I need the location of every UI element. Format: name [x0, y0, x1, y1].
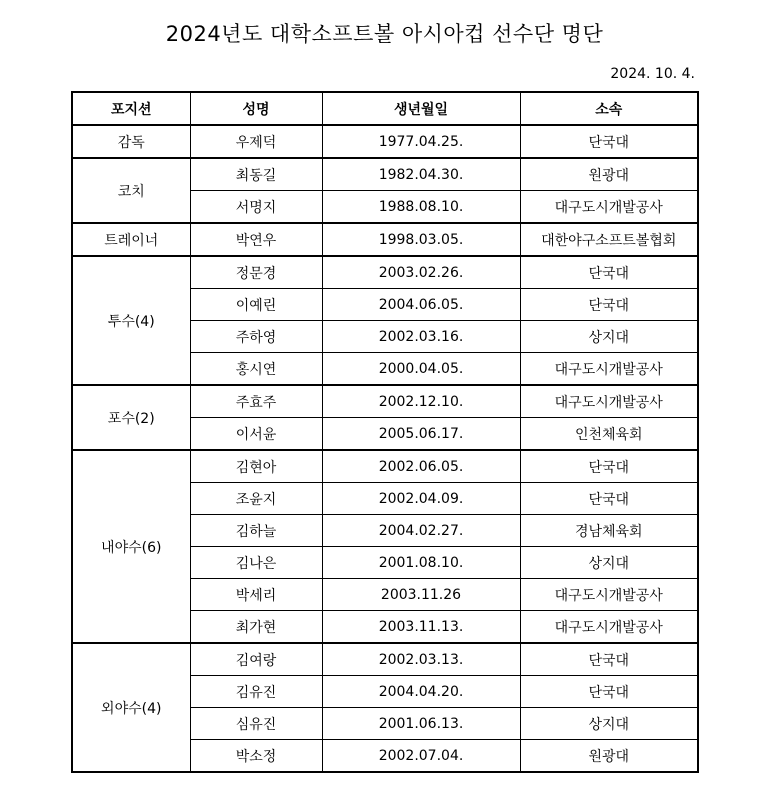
affiliation-cell: 대구도시개발공사	[520, 579, 698, 611]
birthdate-cell: 2003.11.13.	[322, 611, 520, 644]
header-affiliation: 소속	[520, 92, 698, 125]
roster-body	[72, 125, 698, 772]
affiliation-cell: 대구도시개발공사	[520, 385, 698, 418]
birthdate-cell: 2002.03.16.	[322, 321, 520, 353]
position-cell: 트레이너	[72, 223, 190, 256]
affiliation-cell: 대구도시개발공사	[520, 611, 698, 644]
name-cell: 김하늘	[190, 515, 322, 547]
name-cell: 최가현	[190, 611, 322, 644]
affiliation-cell: 상지대	[520, 321, 698, 353]
affiliation-cell: 단국대	[520, 256, 698, 289]
header-position: 포지션	[72, 92, 190, 125]
table-row	[72, 643, 698, 676]
birthdate-cell: 1988.08.10.	[322, 191, 520, 224]
name-cell: 홍시연	[190, 353, 322, 386]
name-cell: 정문경	[190, 256, 322, 289]
birthdate-cell: 2003.11.26	[322, 579, 520, 611]
header-name: 성명	[190, 92, 322, 125]
affiliation-cell: 원광대	[520, 158, 698, 191]
birthdate-cell: 2002.04.09.	[322, 483, 520, 515]
affiliation-cell: 대한야구소프트볼협회	[520, 223, 698, 256]
position-cell: 외야수(4)	[72, 643, 190, 772]
roster-table	[71, 91, 699, 773]
birthdate-cell: 2004.02.27.	[322, 515, 520, 547]
birthdate-cell: 2000.04.05.	[322, 353, 520, 386]
affiliation-cell: 단국대	[520, 289, 698, 321]
birthdate-cell: 2005.06.17.	[322, 418, 520, 451]
name-cell: 우제덕	[190, 125, 322, 158]
name-cell: 조윤지	[190, 483, 322, 515]
name-cell: 김여랑	[190, 643, 322, 676]
page-title: 2024년도 대학소프트볼 아시아컵 선수단 명단	[165, 22, 604, 46]
table-row	[72, 158, 698, 191]
position-cell: 감독	[72, 125, 190, 158]
table-row	[72, 256, 698, 289]
birthdate-cell: 2002.03.13.	[322, 643, 520, 676]
table-row	[72, 385, 698, 418]
affiliation-cell: 단국대	[520, 483, 698, 515]
position-cell: 포수(2)	[72, 385, 190, 450]
table-row	[72, 450, 698, 483]
name-cell: 서명지	[190, 191, 322, 224]
birthdate-cell: 2001.06.13.	[322, 708, 520, 740]
birthdate-cell: 2004.06.05.	[322, 289, 520, 321]
document-date: 2024. 10. 4.	[610, 66, 695, 82]
affiliation-cell: 대구도시개발공사	[520, 353, 698, 386]
table-row	[72, 223, 698, 256]
birthdate-cell: 1977.04.25.	[322, 125, 520, 158]
name-cell: 심유진	[190, 708, 322, 740]
header-birthdate: 생년월일	[322, 92, 520, 125]
name-cell: 김나은	[190, 547, 322, 579]
birthdate-cell: 2003.02.26.	[322, 256, 520, 289]
affiliation-cell: 상지대	[520, 708, 698, 740]
name-cell: 주효주	[190, 385, 322, 418]
affiliation-cell: 상지대	[520, 547, 698, 579]
affiliation-cell: 단국대	[520, 676, 698, 708]
position-cell: 코치	[72, 158, 190, 223]
position-cell: 내야수(6)	[72, 450, 190, 643]
affiliation-cell: 인천체육회	[520, 418, 698, 451]
table-row	[72, 125, 698, 158]
position-cell: 투수(4)	[72, 256, 190, 385]
name-cell: 박연우	[190, 223, 322, 256]
birthdate-cell: 2002.06.05.	[322, 450, 520, 483]
affiliation-cell: 단국대	[520, 450, 698, 483]
name-cell: 최동길	[190, 158, 322, 191]
birthdate-cell: 2002.12.10.	[322, 385, 520, 418]
name-cell: 이예린	[190, 289, 322, 321]
birthdate-cell: 2001.08.10.	[322, 547, 520, 579]
birthdate-cell: 1982.04.30.	[322, 158, 520, 191]
birthdate-cell: 1998.03.05.	[322, 223, 520, 256]
birthdate-cell: 2002.07.04.	[322, 740, 520, 773]
affiliation-cell: 대구도시개발공사	[520, 191, 698, 224]
affiliation-cell: 단국대	[520, 643, 698, 676]
name-cell: 김현아	[190, 450, 322, 483]
name-cell: 주하영	[190, 321, 322, 353]
name-cell: 박세리	[190, 579, 322, 611]
affiliation-cell: 경남체육회	[520, 515, 698, 547]
birthdate-cell: 2004.04.20.	[322, 676, 520, 708]
affiliation-cell: 원광대	[520, 740, 698, 773]
name-cell: 김유진	[190, 676, 322, 708]
name-cell: 박소정	[190, 740, 322, 773]
name-cell: 이서윤	[190, 418, 322, 451]
header-row	[72, 92, 698, 125]
affiliation-cell: 단국대	[520, 125, 698, 158]
